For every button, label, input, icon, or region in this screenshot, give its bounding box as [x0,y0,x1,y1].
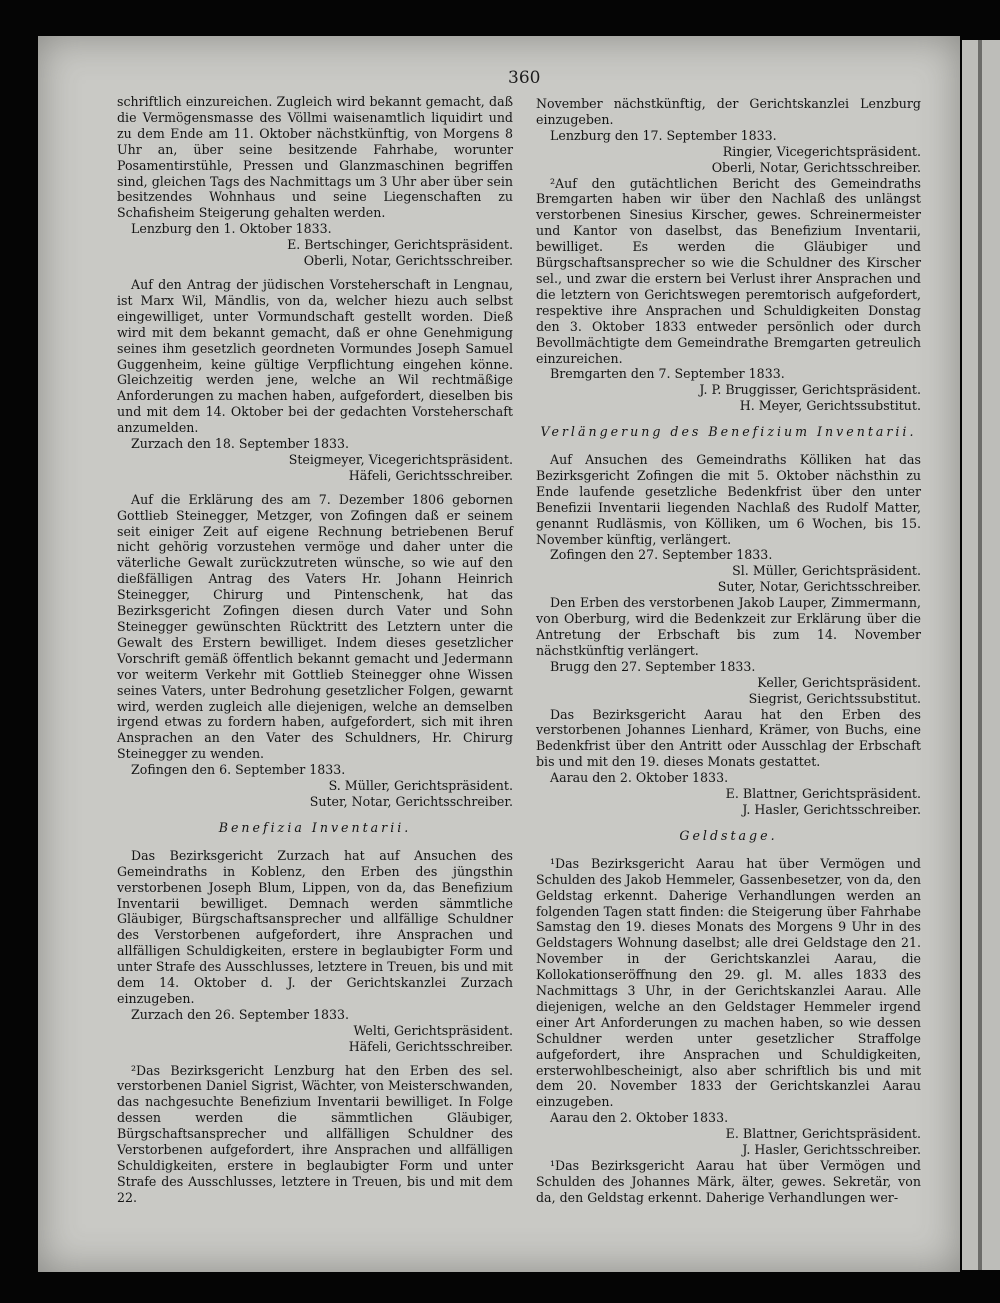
section-heading: Benefizia Inventarii. [218,819,412,835]
notice-date: Zurzach den 18. September 1833. [131,436,350,452]
section-heading: Geldstage. [679,827,778,843]
notice-date: Brugg den 27. September 1833. [550,658,756,674]
notice-date: Aarau den 2. Oktober 1833. [550,770,729,786]
page-gutter-shadow [978,40,982,1270]
notice-signature: E. Blattner, Gerichtspräsident. [725,1126,921,1142]
notice-text: ²Auf den gutächtlichen Bericht des Gemeindraths Bremgarten haben wir über den Nachlaß des unlängst verstorbenen Sinesius Kirscher, gewes. Schreinermeister und Kantor von daselbst, das Benefizium Inventarii, bewilliget. Es werden die Gläubiger und Bürgschaftsansprecher so wie die Schuldner des Kirscher sel., und zwar die erstern bei Verlust ihrer Ansprachen und die letztern von Gerichtswegen peremtorisch aufgefordert, respektive ihre Ansprachen und Schuldigkeiten Donstag den 3. Oktober 1833 entweder persönlich oder durch Bevollmächtigte dem Gemeindrathe Bremgarten getreulich einzureichen. [536,175,921,366]
right-column [536,96,921,1206]
notice-text: November nächstkünftig, der Gerichtskanzlei Lenzburg einzugeben. [536,96,921,127]
notice-signature: Welti, Gerichtspräsident. [353,1022,513,1038]
notice-text: Auf Ansuchen des Gemeindraths Kölliken hat das Bezirksgericht Zofingen die mit 5. Oktober nächsthin zu Ende laufende gesetzliche Bedenkfrist über den unter Benefizii Inventarii liegenden Nachlaß des Rudolf Matter, genannt Rudläsmis, von Kölliken, um 6 Wochen, bis 15. November künftig, verlängert. [536,452,921,547]
notice-signature: Oberli, Notar, Gerichtsschreiber. [711,159,921,175]
notice-text: schriftlich einzureichen. Zugleich wird bekannt gemacht, daß die Vermögensmasse des Völlmi waisenamtlich liquidirt und zu dem Ende am 11. Oktober nächstkünftig, von Morgens 8 Uhr an, über seine besitzende Fahrhabe, worunter Posamentirstühle, Pressen und Glanzmaschinen begriffen sind, gleichen Tags des Nachmittags um 3 Uhr aber über sein besitzendes Wohnhaus und seine Liegenschaften zu Schafisheim Steigerung gehalten werden. [117,94,513,221]
notice-signature: J. Hasler, Gerichtsschreiber. [742,1142,921,1158]
notice-signature: J. P. Bruggisser, Gerichtspräsident. [699,382,921,398]
notice-signature: Häfeli, Gerichtsschreiber. [348,467,513,483]
notice-text: ¹Das Bezirksgericht Aarau hat über Vermögen und Schulden des Jakob Hemmeler, Gassenbesetzer, von da, den Geldstag erkennt. Daherige Verhandlungen werden an folgenden Tagen statt finden: die Steigerung über Fahrhabe Samstag den 19. dieses Monats des Morgens 9 Uhr in des Geldstagers Wohnung daselbst; alle drei Geldstage den 21. November in der Gerichtskanzlei Aarau, die Kollokationseröffnung den 29. gl. M. alles 1833 des Nachmittags 3 Uhr, in der Gerichtskanzlei Aarau. Alle diejenigen, welche an den Geldstager Hemmeler irgend einer Art Anforderungen zu machen haben, so wie dessen Schuldner werden unter gesetzlicher Straffolge aufgefordert, ihre Ansprachen und Schuldigkeiten, ersterwohlbescheinigt, also aber schriftlich bis und mit dem 20. November 1833 der Gerichtskanzlei Aarau einzugeben. [536,855,921,1110]
notice-signature: Oberli, Notar, Gerichtsschreiber. [303,253,513,269]
notice-signature: Steigmeyer, Vicegerichtspräsident. [288,451,513,467]
notice-signature: E. Blattner, Gerichtspräsident. [725,786,921,802]
notice-text: Das Bezirksgericht Zurzach hat auf Ansuchen des Gemeindraths in Koblenz, den Erben des jüngsthin verstorbenen Joseph Blum, Lippen, von da, das Benefizium Inventarii bewilliget. Demnach werden sämmtliche Gläubiger, Bürgschaftsansprecher und allfällige Schuldner des Verstorbenen aufgefordert, ihre Ansprachen und allfälligen Schuldigkeiten, erstere in beglaubigter Form und unter Strafe des Ausschlusses, letztere in Treuen, bis und mit dem 14. Oktober d. J. der Gerichtskanzlei Zurzach einzugeben. [117,847,513,1006]
left-column [117,94,513,1206]
notice-date: Aarau den 2. Oktober 1833. [550,1110,729,1126]
notice-signature: S. Müller, Gerichtspräsident. [328,778,513,794]
notice-date: Zofingen den 6. September 1833. [131,762,346,778]
notice-signature: Häfeli, Gerichtsschreiber. [348,1038,513,1054]
notice-text: ²Das Bezirksgericht Lenzburg hat den Erben des sel. verstorbenen Daniel Sigrist, Wächter, von Meisterschwanden, das nachgesuchte Benefizium Inventarii bewilliget. In Folge dessen werden die sämmtlichen Gläubiger, Bürgschaftsansprecher und allfälligen Schuldner des Verstorbenen aufgefordert, ihre Ansprachen und allfälligen Schuldigkeiten, erstere in beglaubigter Form und unter Strafe des Ausschlusses, letztere in Treuen, bis und mit dem 22. [117,1062,513,1205]
notice-text: Auf die Erklärung des am 7. Dezember 1806 gebornen Gottlieb Steinegger, Metzger, von Zofingen daß er seinem seit einiger Zeit auf eigene Rechnung betriebenen Beruf nicht gehörig vorzustehen vermöge und daher unter die väterliche Gewalt zurückzutreten wünsche, so wie auf den dießfälligen Antrag des Vaters Hr. Johann Heinrich Steinegger, Chirurg und Pintenschenk, hat das Bezirksgericht Zofingen diesen durch Vater und Sohn Steinegger gewünschten Rücktritt des Letztern unter die Gewalt des Erstern bewilliget. Indem dieses gesetzlicher Vorschrift gemäß öffentlich bekannt gemacht und Jedermann vor weiterm Verkehr mit Gottlieb Steinegger ohne Wissen seines Vaters, unter Bedrohung gesetzlicher Folgen, gewarnt wird, werden zugleich alle diejenigen, welche an demselben irgend etwas zu fordern haben, aufgefordert, sich mit ihren Ansprachen an den Vater des Schuldners, Hr. Chirurg Steinegger zu wenden. [117,491,513,762]
notice-signature: Sl. Müller, Gerichtspräsident. [732,563,921,579]
notice-signature: Siegrist, Gerichtssubstitut. [748,690,921,706]
notice-signature: E. Bertschinger, Gerichtspräsident. [287,237,513,253]
notice-text: ¹Das Bezirksgericht Aarau hat über Vermögen und Schulden des Johannes Märk, älter, gewes. Sekretär, von da, den Geldstag erkennt. Daherige Verhandlungen wer- [536,1158,921,1205]
notice-text: Auf den Antrag der jüdischen Vorsteherschaft in Lengnau, ist Marx Wil, Mändlis, von da, welcher hiezu auch selbst eingewilliget, unter Vormundschaft gestellt worden. Dieß wird mit dem bekannt gemacht, daß er ohne Genehmigung seines ihm gesetzlich geordneten Vormundes Joseph Samuel Guggenheim, keine gültige Verpflichtung eingehen könne. Gleichzeitig werden jene, welche an Wil rechtmäßige Anforderungen zu machen haben, aufgefordert, dieselben bis und mit dem 14. Oktober bei der gedachten Vorsteherschaft anzumelden. [117,276,513,436]
page-number: 360 [508,68,541,88]
notice-date: Bremgarten den 7. September 1833. [550,366,785,382]
notice-date: Zofingen den 27. September 1833. [550,547,773,563]
section-heading: Verlängerung des Benefizium Inventarii. [540,424,917,440]
notice-signature: Suter, Notar, Gerichtsschreiber. [717,579,921,595]
notice-signature: Ringier, Vicegerichtspräsident. [722,143,921,159]
notice-text: Den Erben des verstorbenen Jakob Lauper, Zimmermann, von Oberburg, wird die Bedenkzeit zur Erklärung über die Antretung der Erbschaft bis zum 14. November nächstkünftig verlängert. [536,595,921,658]
notice-text: Das Bezirksgericht Aarau hat den Erben des verstorbenen Johannes Lienhard, Krämer, von Buchs, eine Bedenkfrist über den Antritt oder Ausschlag der Erbschaft bis und mit den 19. dieses Monats gestattet. [536,706,921,770]
notice-signature: J. Hasler, Gerichtsschreiber. [742,801,921,817]
notice-signature: Keller, Gerichtspräsident. [757,674,921,690]
notice-signature: H. Meyer, Gerichtssubstitut. [739,398,921,414]
notice-signature: Suter, Notar, Gerichtsschreiber. [309,793,513,809]
notice-date: Lenzburg den 17. September 1833. [550,127,777,143]
notice-date: Zurzach den 26. September 1833. [131,1006,350,1022]
notice-date: Lenzburg den 1. Oktober 1833. [131,221,332,237]
